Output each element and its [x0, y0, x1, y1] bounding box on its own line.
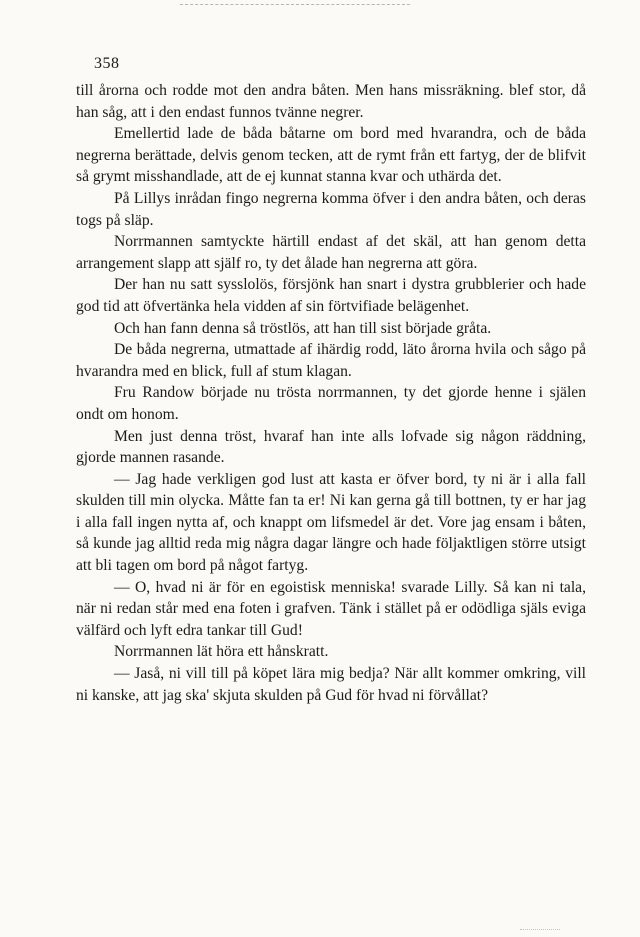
- bottom-edge-mark: [520, 929, 560, 930]
- paragraph: Norrmannen samtyckte härtill endast af det skäl, att han genom detta arrangement slapp att själf ro, ty det ålade han negrerna att göra.: [76, 233, 586, 272]
- paragraph: Och han fann denna så tröstlös, att han till sist började gråta.: [114, 319, 492, 337]
- paragraph: — Jag hade verkligen god lust att kasta er öfver bord, ty ni är i alla fall skulden till min olycka. Måtte fan ta er! Ni kan gerna gå till bottnen, ty er har jag i alla fall ingen nytta af, och knappt om lifsmedel är det. Vore jag ensam i båten, så kunde jag alltid reda mig några dagar längre och hade följaktligen större utsigt att bli tagen om bord på något fartyg.: [76, 470, 586, 575]
- paragraph: Men just denna tröst, hvaraf han inte alls lofvade sig någon räddning, gjorde mannen rasande.: [76, 427, 586, 467]
- paragraph: — Jaså, ni vill till på köpet lära mig bedja? När allt kommer omkring, vill ni kanske, att jag ska' skjuta skulden på Gud för hvad ni förvållat?: [76, 665, 586, 704]
- paragraph: Der han nu satt sysslolös, försjönk han snart i dystra grubblerier och hade god tid att öfvertänka hela vidden af sin förtvifiade belägenhet.: [76, 276, 586, 315]
- paragraph: Norrmannen lät höra ett hånskratt.: [114, 643, 329, 661]
- paragraph: — O, hvad ni är för en egoistisk menniska! svarade Lilly. Så kan ni tala, när ni redan står med ena foten i grafven. Tänk i stället på er odödliga själs eviga välfärd och lyft edra tankar till Gud!: [76, 578, 586, 639]
- body-text: [76, 80, 586, 706]
- paragraph: Fru Randow började nu trösta norrmannen, ty det gjorde henne i själen ondt om honom.: [76, 384, 586, 423]
- top-edge-mark: [180, 4, 410, 5]
- paragraph: Emellertid lade de båda båtarne om bord med hvarandra, och de båda negrerna berättade, delvis genom tecken, att de rymt från ett fartyg, der de blifvit så grymt misshandlade, att de ej kunnat stanna kvar och uthärda det.: [76, 125, 586, 186]
- paragraph: På Lillys inrådan fingo negrerna komma öfver i den andra båten, och deras togs på släp.: [76, 189, 586, 229]
- paragraph: till årorna och rodde mot den andra båten. Men hans missräkning. blef stor, då han såg, att i den endast funnos tvänne negrer.: [76, 82, 586, 121]
- paragraph: De båda negrerna, utmattade af ihärdig rodd, läto årorna hvila och sågo på hvarandra med en blick, full af stum klagan.: [76, 341, 586, 380]
- page-number: 358: [94, 55, 120, 72]
